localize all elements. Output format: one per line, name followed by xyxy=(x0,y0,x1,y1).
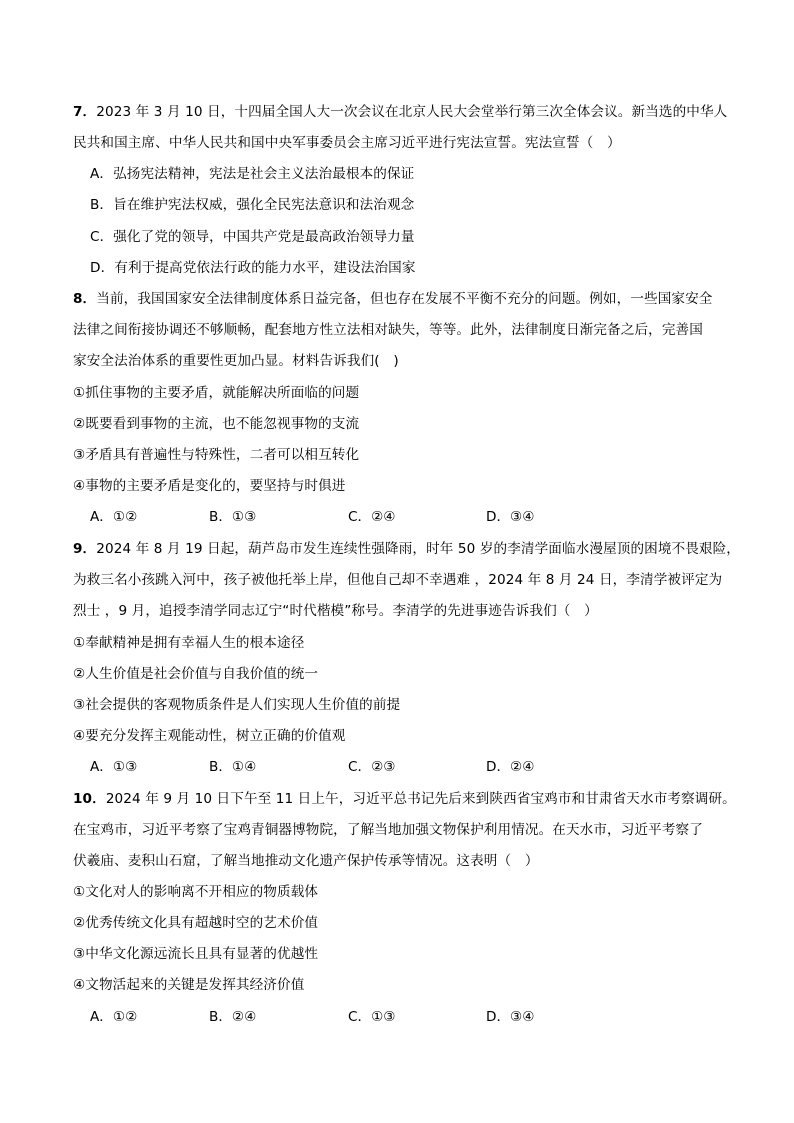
question-9-statement-3: ③社会提供的客观物质条件是人们实现人生价值的前提 xyxy=(73,697,401,713)
question-7-stem-line-1 xyxy=(73,102,727,122)
question-7-option-a[interactable]: A．弘扬宪法精神，宪法是社会主义法治最根本的保证 xyxy=(90,166,415,182)
question-10-statement-3: ③中华文化源远流长且具有显著的优越性 xyxy=(73,946,319,962)
question-7-stem-line-2: 民共和国主席、中华人民共和国中央军事委员会主席习近平进行宪法宣誓。宪法宣誓（ ） xyxy=(73,135,621,151)
question-8-statement-1: ①抓住事物的主要矛盾，就能解决所面临的问题 xyxy=(73,385,360,401)
question-10-stem-line-1 xyxy=(73,789,736,809)
question-8-stem-line-2: 法律之间衔接协调还不够顺畅，配套地方性立法相对缺失，等等。此外，法律制度日渐完备之后，完善国 xyxy=(73,322,703,338)
question-9-statement-1: ①奉献精神是拥有幸福人生的根本途径 xyxy=(73,635,305,651)
choice-d[interactable]: D．②④ xyxy=(486,759,535,775)
question-8-stem-line-1 xyxy=(73,289,712,309)
question-number: 9． xyxy=(73,541,97,557)
question-10-statement-2: ②优秀传统文化具有超越时空的艺术价值 xyxy=(73,915,319,931)
stem-text: 当前，我国国家安全法律制度体系日益完备，但也存在发展不平衡不充分的问题。例如，一些国家安全 xyxy=(96,291,713,307)
question-9-stem-line-2: 为救三名小孩跳入河中，孩子被他托举上岸，但他自己却不幸遇难 ，2024 年 8 月 24 日，李清学被评定为 xyxy=(73,572,723,588)
question-number: 10． xyxy=(73,791,106,807)
choice-b[interactable]: B．②④ xyxy=(209,1009,257,1025)
stem-text: 2024 年 8 月 19 日起，葫芦岛市发生连续性强降雨，时年 50 岁的李清学面临水漫屋顶的困境不畏艰险， xyxy=(96,541,741,557)
question-8-stem-line-3: 家安全法治体系的重要性更加凸显。材料告诉我们( ) xyxy=(73,353,399,369)
question-9-stem-line-1 xyxy=(73,539,740,559)
question-8-statement-4: ④事物的主要矛盾是变化的，要坚持与时俱进 xyxy=(73,478,346,494)
question-10-statement-1: ①文化对人的影响离不开相应的物质载体 xyxy=(73,884,319,900)
question-7-option-d[interactable]: D．有利于提高党依法行政的能力水平，建设法治国家 xyxy=(90,260,416,276)
question-8-statement-2: ②既要看到事物的主流，也不能忽视事物的支流 xyxy=(73,416,360,432)
question-7-option-b[interactable]: B．旨在维护宪法权威，强化全民宪法意识和法治观念 xyxy=(90,197,415,213)
question-10-statement-4: ④文物活起来的关键是发挥其经济价值 xyxy=(73,977,305,993)
choice-a[interactable]: A．①② xyxy=(90,1009,138,1025)
question-8-statement-3: ③矛盾具有普遍性与特殊性，二者可以相互转化 xyxy=(73,447,360,463)
question-9-statement-2: ②人生价值是社会价值与自我价值的统一 xyxy=(73,666,319,682)
choice-d[interactable]: D．③④ xyxy=(486,1009,535,1025)
choice-d[interactable]: D．③④ xyxy=(486,509,535,525)
choice-a[interactable]: A．①③ xyxy=(90,759,138,775)
choice-c[interactable]: C．②④ xyxy=(348,509,396,525)
choice-c[interactable]: C．②③ xyxy=(348,759,396,775)
stem-text: 2023 年 3 月 10 日，十四届全国人大一次会议在北京人民大会堂举行第三次全体会议。新当选的中华人 xyxy=(96,104,728,120)
question-10-stem-line-3: 伏羲庙、麦积山石窟，了解当地推动文化遗产保护传承等情况。这表明（ ） xyxy=(73,853,539,869)
stem-text: 2024 年 9 月 10 日下午至 11 日上午，习近平总书记先后来到陕西省宝鸡市和甘肃省天水市考察调研。 xyxy=(105,791,736,807)
question-10-stem-line-2: 在宝鸡市，习近平考察了宝鸡青铜器博物院，了解当地加强文物保护利用情况。在天水市，习近平考察了 xyxy=(73,822,703,838)
choice-a[interactable]: A．①② xyxy=(90,509,138,525)
choice-b[interactable]: B．①④ xyxy=(209,759,257,775)
question-number: 7． xyxy=(73,104,97,120)
choice-b[interactable]: B．①③ xyxy=(209,509,257,525)
question-9-stem-line-3: 烈士 ，9 月，追授李清学同志辽宁“时代楷模”称号。李清学的先进事迹告诉我们（ ） xyxy=(73,603,598,619)
question-9-statement-4: ④要充分发挥主观能动性，树立正确的价值观 xyxy=(73,728,346,744)
choice-c[interactable]: C．①③ xyxy=(348,1009,396,1025)
question-7-option-c[interactable]: C．强化了党的领导，中国共产党是最高政治领导力量 xyxy=(90,229,415,245)
question-number: 8． xyxy=(73,291,97,307)
